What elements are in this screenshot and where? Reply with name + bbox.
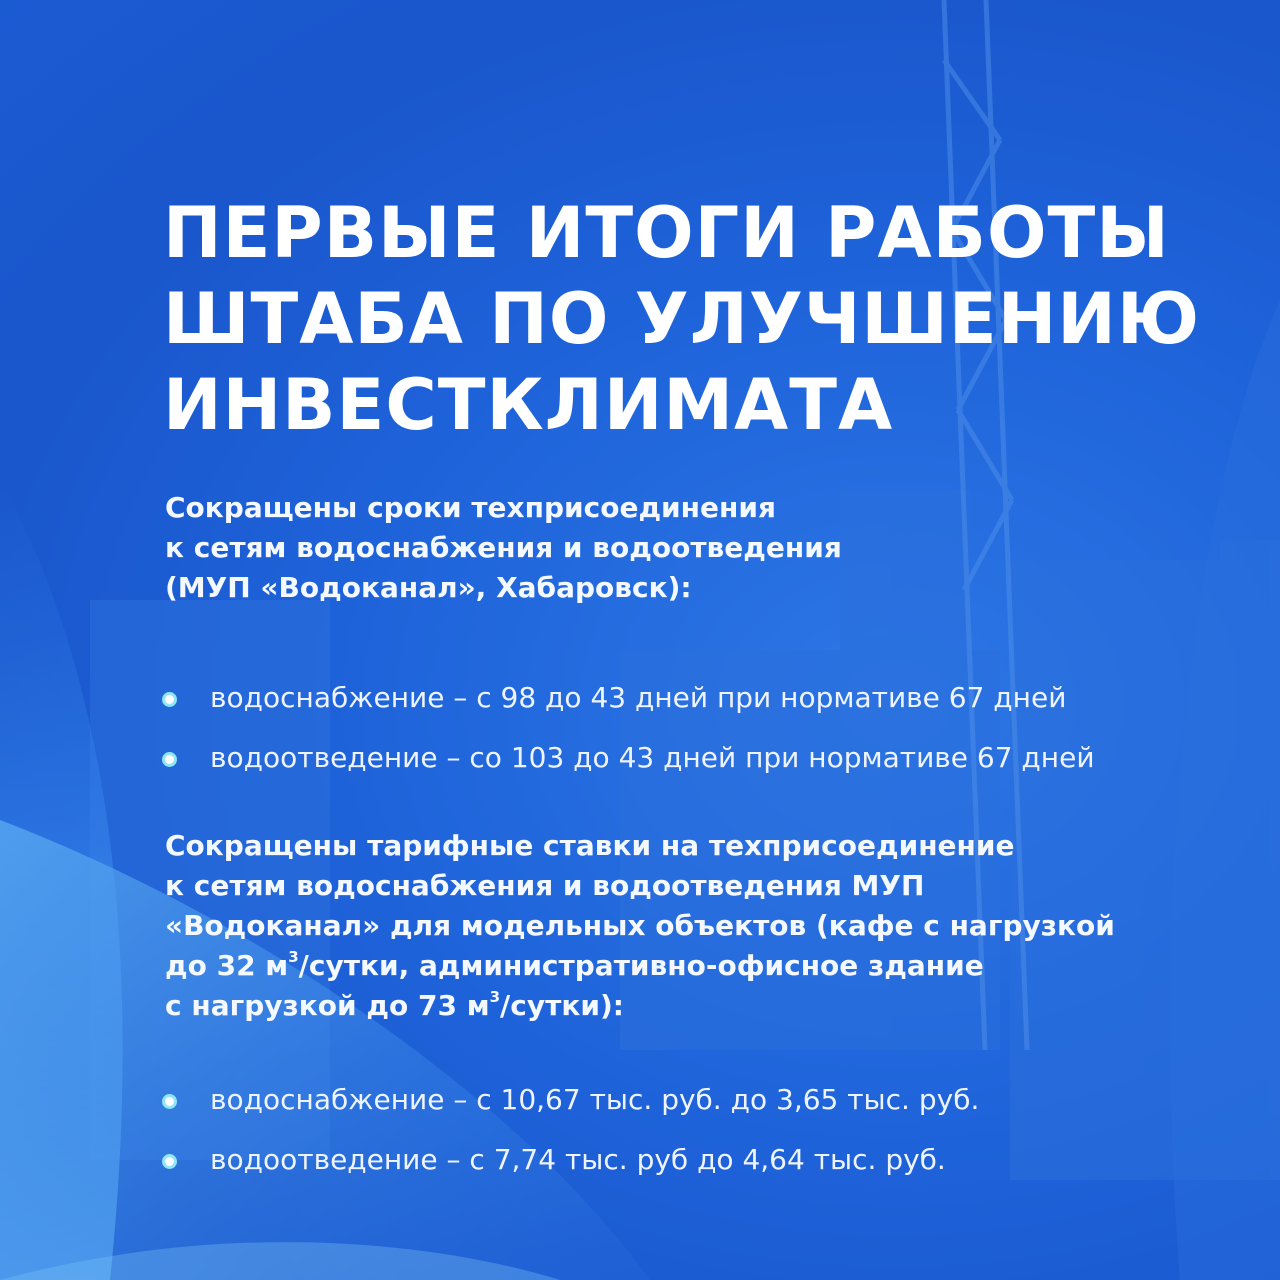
section2-bullet-list bbox=[160, 1070, 979, 1190]
section2-line bbox=[165, 986, 1115, 1026]
section1-line: (МУП «Водоканал», Хабаровск): bbox=[165, 571, 692, 604]
bullet-text: водоснабжение – с 10,67 тыс. руб. до 3,65 тыс. руб. bbox=[210, 1083, 980, 1116]
line-text: с нагрузкой до 73 м bbox=[165, 989, 490, 1022]
bullet-circle-icon bbox=[162, 752, 177, 767]
bullet-circle-icon bbox=[162, 692, 177, 707]
bullet-text: водоснабжение – с 98 до 43 дней при нормативе 67 дней bbox=[210, 681, 1067, 714]
bullet-text: водоотведение – с 7,74 тыс. руб до 4,64 тыс. руб. bbox=[210, 1143, 946, 1176]
superscript: 3 bbox=[288, 947, 299, 966]
line-text: /сутки, административно-офисное здание bbox=[298, 949, 984, 982]
line-text: /сутки): bbox=[500, 989, 624, 1022]
section1-bullet-list bbox=[160, 668, 1095, 788]
section2-line: «Водоканал» для модельных объектов (кафе с нагрузкой bbox=[165, 909, 1115, 942]
title-line: ПЕРВЫЕ ИТОГИ РАБОТЫ bbox=[163, 192, 1170, 274]
list-item bbox=[160, 668, 1095, 728]
section1-line: Сокращены сроки техприсоединения bbox=[165, 491, 776, 524]
section1-heading bbox=[165, 488, 842, 608]
list-item bbox=[160, 728, 1095, 788]
section2-heading bbox=[165, 826, 1115, 1026]
section1-line: к сетям водоснабжения и водоотведения bbox=[165, 531, 842, 564]
bullet-text: водоотведение – со 103 до 43 дней при нормативе 67 дней bbox=[210, 741, 1095, 774]
bullet-circle-icon bbox=[162, 1154, 177, 1169]
title-line: ИНВЕСТКЛИМАТА bbox=[163, 364, 894, 446]
page-title bbox=[163, 190, 1243, 448]
section2-line bbox=[165, 946, 1115, 986]
section2-line: к сетям водоснабжения и водоотведения МУП bbox=[165, 869, 925, 902]
list-item bbox=[160, 1130, 979, 1190]
section2-line: Сокращены тарифные ставки на техприсоединение bbox=[165, 829, 1015, 862]
superscript: 3 bbox=[489, 987, 501, 1006]
title-line: ШТАБА ПО УЛУЧШЕНИЮ bbox=[163, 278, 1201, 360]
bullet-circle-icon bbox=[162, 1094, 177, 1109]
line-text: до 32 м bbox=[165, 949, 289, 982]
list-item bbox=[160, 1070, 979, 1130]
